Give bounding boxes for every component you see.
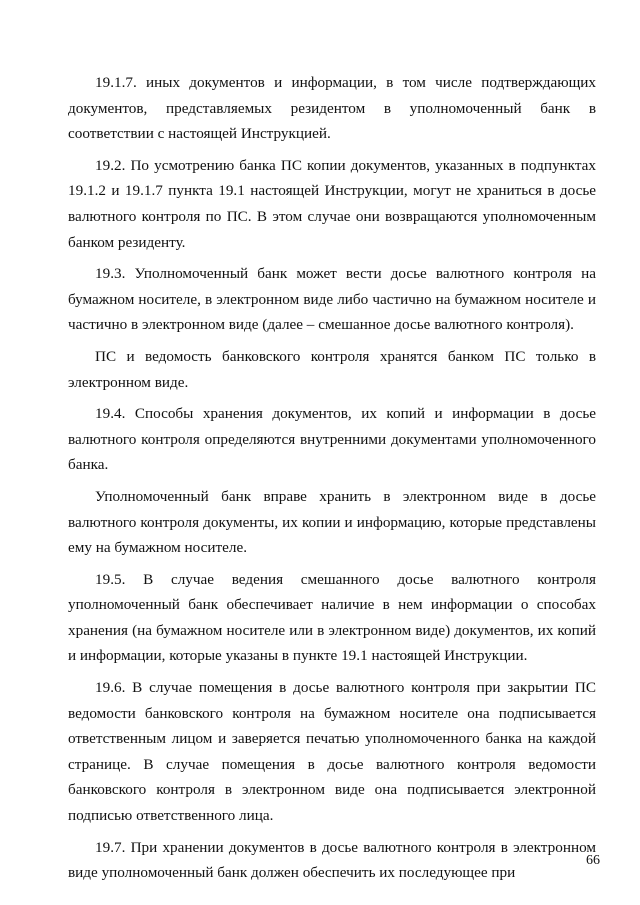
document-body xyxy=(68,70,596,892)
paragraph-19-5: 19.5. В случае ведения смешанного досье валютного контроля уполномоченный банк обеспечивает наличие в нем информации о способах хранения (на бумажном носителе или в электронном виде) документов, их копий и информации, которые указаны в пункте 19.1 настоящей Инструкции. xyxy=(68,570,596,665)
paragraph-19-3: 19.3. Уполномоченный банк может вести досье валютного контроля на бумажном носителе, в электронном виде либо частично на бумажном носителе и частично в электронном виде (далее – смешанное досье валютного контроля). xyxy=(68,265,596,334)
paragraph-19-7: 19.7. При хранении документов в досье валютного контроля в электронном виде уполномоченный банк должен обеспечить их последующее при xyxy=(68,838,596,882)
paragraph-electronic-storage: Уполномоченный банк вправе хранить в электронном виде в досье валютного контроля документы, их копии и информацию, которые представлены ему на бумажном носителе. xyxy=(68,487,596,557)
paragraph-19-1-7: 19.1.7. иных документов и информации, в том числе подтверждающих документов, представляемых резидентом в уполномоченный банк в соответствии с настоящей Инструкцией. xyxy=(68,74,596,143)
page-number: 66 xyxy=(586,853,600,868)
paragraph-ps-storage: ПС и ведомость банковского контроля хранятся банком ПС только в электронном виде. xyxy=(68,347,596,391)
paragraph-19-4: 19.4. Способы хранения документов, их копий и информации в досье валютного контроля определяются внутренними документами уполномоченного банка. xyxy=(68,405,596,474)
paragraph-19-2: 19.2. По усмотрению банка ПС копии документов, указанных в подпунктах 19.1.2 и 19.1.7 пункта 19.1 настоящей Инструкции, могут не храниться в досье валютного контроля по ПС. В этом случае они возвращаются уполномоченным банком резиденту. xyxy=(68,156,596,251)
paragraph-19-6: 19.6. В случае помещения в досье валютного контроля при закрытии ПС ведомости банковского контроля на бумажном носителе она подписывается ответственным лицом и заверяется печатью уполномоченного банка на каждой странице. В случае помещения в досье валютного контроля ведомости банковского контроля в электронном виде она подписывается электронной подписью ответственного лица. xyxy=(68,679,596,825)
